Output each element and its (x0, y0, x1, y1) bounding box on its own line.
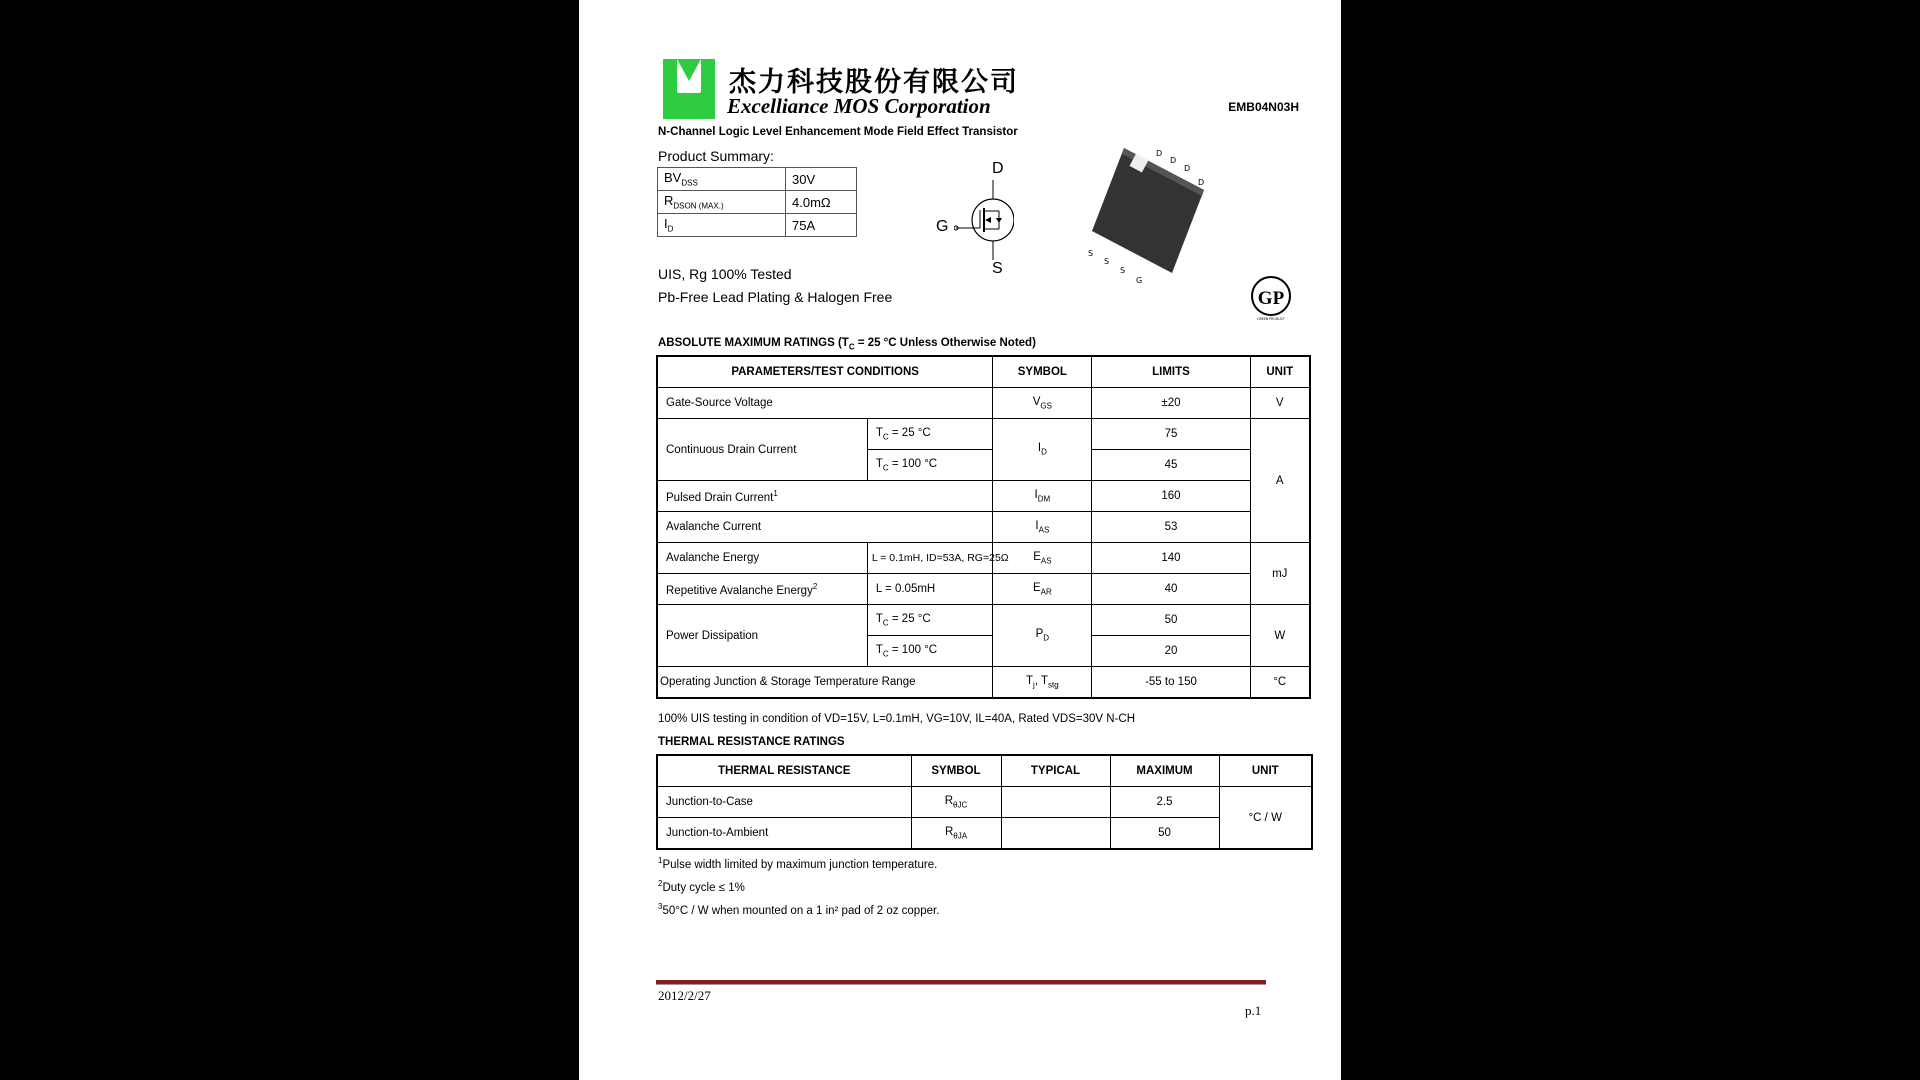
device-subtitle: N-Channel Logic Level Enhancement Mode Field Effect Transistor (658, 126, 1018, 138)
feature-pb-free: Pb-Free Lead Plating & Halogen Free (658, 289, 893, 305)
table-header-row: THERMAL RESISTANCE SYMBOL TYPICAL MAXIMUM UNIT (657, 755, 1312, 787)
svg-text:D: D (1184, 164, 1191, 173)
schematic-drain-label: D (992, 160, 1004, 177)
datasheet-page (579, 0, 1341, 1080)
svg-text:GREEN PRODUCT: GREEN PRODUCT (1257, 317, 1285, 321)
svg-text:D: D (1170, 156, 1177, 165)
footer-date: 2012/2/27 (658, 988, 711, 1003)
product-summary-table (657, 167, 857, 237)
company-name-en: Excelliance MOS Corporation (727, 94, 991, 118)
footnote-1: $^1$Pulse width limited by maximum junction temperature. (658, 856, 938, 871)
table-row: Power Dissipation $T_C = 25$ °C $P_D$ 50 W (657, 605, 1310, 636)
mosfet-symbol-icon (954, 180, 1014, 260)
schematic-source-label: S (992, 260, 1003, 277)
schematic-gate-label: G (936, 218, 949, 235)
table-row: Continuous Drain Current $T_C = 25$ °C $I_D$ 75 A (657, 419, 1310, 450)
svg-text:GP: GP (1257, 288, 1285, 309)
svg-text:S: S (1120, 266, 1126, 275)
table-row: Repetitive Avalanche Energy$^2$ L = 0.05mH $E_{AR}$ 40 (657, 574, 1310, 605)
part-number: EMB04N03H (1228, 100, 1299, 114)
table-row: Avalanche Energy L = 0.1mH, ID=53A, RG=25Ω $E_{AS}$ 140 mJ (657, 543, 1310, 574)
table-row: $BV_{DSS}$ 30V (658, 168, 857, 191)
page-number: p.1 (1245, 1003, 1262, 1018)
company-logo-icon (663, 59, 715, 119)
table-row: Gate-Source Voltage $V_{GS}$ ±20 V (657, 388, 1310, 419)
table-row: Avalanche Current $I_{AS}$ 53 (657, 512, 1310, 543)
svg-text:G: G (1136, 276, 1143, 285)
company-name-cn: 杰力科技股份有限公司 (729, 67, 1019, 98)
table-row: Junction-to-Case $R_{\theta JC}$ 2.5 °C / W (657, 787, 1312, 818)
table-row: $R_{DSON (MAX.)}$ 4.0mΩ (658, 191, 857, 214)
table-row: Operating Junction & Storage Temperature Range $T_j$, $T_{stg}$ -55 to 150 °C (657, 667, 1310, 699)
footnote-3: $^3$50°C / W when mounted on a 1 in² pad of 2 oz copper. (658, 902, 940, 917)
table-row: $I_D$ 75A (658, 214, 857, 237)
svg-text:D: D (1198, 178, 1205, 187)
table-row: $T_C = 100$ °C 45 (657, 450, 1310, 481)
footer-divider (656, 980, 1266, 985)
package-image (1084, 148, 1224, 288)
abs-max-title: ABSOLUTE MAXIMUM RATINGS ($T_C = 25$ °C Unless Otherwise Noted) (658, 337, 1036, 352)
abs-max-table (656, 355, 1311, 699)
thermal-table (656, 754, 1313, 850)
table-row: Junction-to-Ambient $R_{\theta JA}$ 50 (657, 818, 1312, 850)
table-header-row: PARAMETERS/TEST CONDITIONS SYMBOL LIMITS UNIT (657, 356, 1310, 388)
svg-text:S: S (1088, 249, 1094, 258)
thermal-title: THERMAL RESISTANCE RATINGS (658, 736, 845, 748)
table-row: Pulsed Drain Current$^1$ $I_{DM}$ 160 (657, 481, 1310, 512)
feature-uis: UIS, Rg 100% Tested (658, 266, 792, 282)
uis-note: 100% UIS testing in condition of VD=15V, L=0.1mH, VG=10V, IL=40A, Rated VDS=30V N-CH (658, 713, 1136, 725)
svg-text:S: S (1104, 257, 1110, 266)
footnote-2: $^2$Duty cycle ≤ 1% (658, 879, 745, 894)
product-summary-title: Product Summary: (658, 148, 774, 164)
table-row: $T_C = 100$ °C 20 (657, 636, 1310, 667)
green-product-badge-icon (1248, 275, 1294, 321)
svg-text:D: D (1156, 149, 1163, 158)
